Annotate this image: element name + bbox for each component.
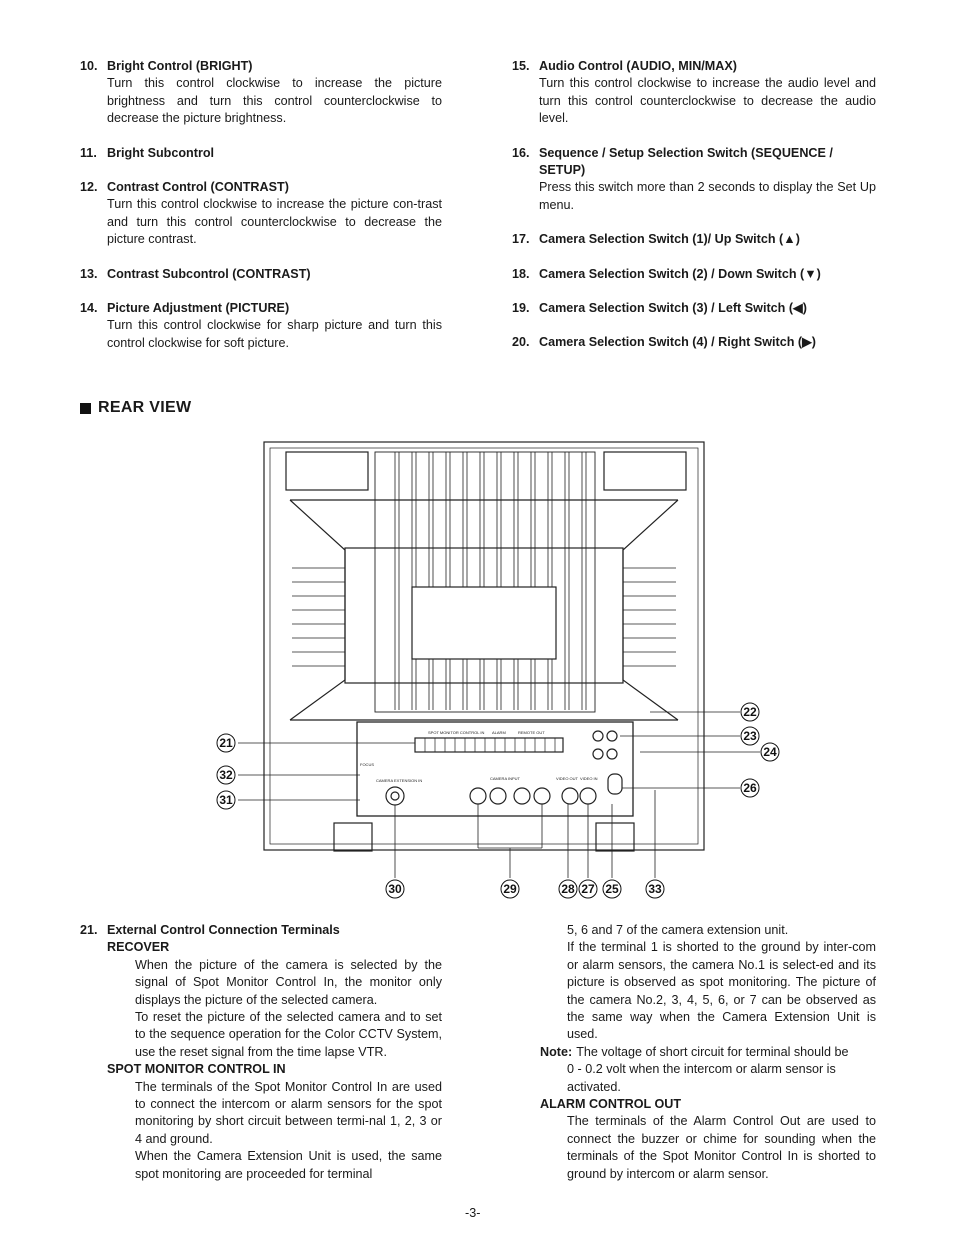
item-number: 20. <box>512 335 530 350</box>
note-body: 0 - 0.2 volt when the intercom or alarm sensor is activated. <box>567 1062 836 1094</box>
item-12 <box>80 179 442 249</box>
callout-32: 32 <box>219 768 233 782</box>
callout-33: 33 <box>648 882 662 896</box>
callout-23: 23 <box>743 729 757 743</box>
recover-body-2: To reset the picture of the selected camera and to set to the sequence operation for the Color CCTV System, use the reset signal from the time lapse VTR. <box>135 1010 442 1059</box>
callout-26: 26 <box>743 781 757 795</box>
note <box>540 1044 876 1061</box>
item-number: 12. <box>80 180 98 195</box>
item-number: 13. <box>80 266 98 281</box>
item-title: Camera Selection Switch (1)/ Up Switch (▲) <box>539 232 800 247</box>
item-body: Turn this control clockwise to increase the audio level and turn this control counterclockwise to decrease the audio level. <box>539 76 876 126</box>
callout-21: 21 <box>219 736 233 750</box>
video-out-label: VIDEO OUT <box>556 776 579 781</box>
right-foot <box>596 823 634 851</box>
item-title: Contrast Subcontrol (CONTRAST) <box>107 266 311 281</box>
item-number: 10. <box>80 59 98 73</box>
callout-28: 28 <box>561 882 575 896</box>
left-handle <box>286 452 368 490</box>
left-column <box>80 58 442 369</box>
note-first-line: The voltage of short circuit for terminal should be <box>576 1044 849 1059</box>
item-11 <box>80 145 442 162</box>
item-20 <box>512 334 876 351</box>
callout-30: 30 <box>388 882 402 896</box>
recover-heading: RECOVER <box>107 940 170 955</box>
item-number: 19. <box>512 301 530 316</box>
page-number: -3- <box>465 1206 481 1220</box>
callout-27: 27 <box>581 882 595 896</box>
item-title: Sequence / Setup Selection Switch (SEQUENCE / SETUP) <box>539 145 833 178</box>
item-15 <box>512 58 876 128</box>
item-number: 16. <box>512 145 530 160</box>
spot-monitor-label: SPOT MONITOR CONTROL IN <box>428 730 485 735</box>
note-label: Note: <box>540 1044 573 1059</box>
item-title: Camera Selection Switch (3) / Left Switch (◀) <box>539 301 807 316</box>
item-16 <box>512 145 876 215</box>
item-17 <box>512 231 876 248</box>
camera-extension-connector <box>386 787 404 805</box>
bnc-connector <box>470 788 486 804</box>
callout-31: 31 <box>219 793 233 807</box>
camera-input-label: CAMERA INPUT <box>490 776 521 781</box>
item-title: External Control Connection Terminals <box>107 923 340 937</box>
item-title: Bright Subcontrol <box>107 145 215 160</box>
focus-label: FOCUS <box>360 762 374 767</box>
item-title: Picture Adjustment (PICTURE) <box>107 301 290 316</box>
item-10 <box>80 58 442 128</box>
left-foot <box>334 823 372 851</box>
video-in-label: VIDEO IN <box>580 776 598 781</box>
connector-panel <box>357 722 633 816</box>
camera-extension-label: CAMERA EXTENSION IN <box>376 778 423 783</box>
item-number: 18. <box>512 266 530 281</box>
right-column <box>512 58 876 369</box>
callout-24: 24 <box>763 745 777 759</box>
spot-monitor-heading: SPOT MONITOR CONTROL IN <box>107 1062 286 1077</box>
item-14 <box>80 300 442 352</box>
right-handle <box>604 452 686 490</box>
item-number: 11. <box>80 145 97 160</box>
section-title <box>80 399 191 417</box>
item-body: Turn this control clockwise to increase the picture con-trast and turn this control counterclockwise to decrease the picture contrast. <box>107 197 442 247</box>
item-number: 14. <box>80 301 98 316</box>
item-body: Turn this control clockwise to increase the picture brightness and turn this control counterclockwise to decrease the picture brightness. <box>107 76 442 126</box>
callout-22: 22 <box>743 705 757 719</box>
alarm-control-heading: ALARM CONTROL OUT <box>540 1097 682 1112</box>
terminal-strip <box>415 738 563 752</box>
item-title: Camera Selection Switch (4) / Right Switch (▶) <box>539 335 816 350</box>
recover-body-1: When the picture of the camera is selected by the signal of Spot Monitor Control In, the monitor only displays the picture of the selected camera. <box>135 957 442 1007</box>
vent-slats <box>395 452 586 710</box>
callout-29: 29 <box>503 882 517 896</box>
bullet-square-icon <box>80 403 91 414</box>
continued-text-1: 5, 6 and 7 of the camera extension unit. <box>567 923 789 937</box>
spot-monitor-body-1: The terminals of the Spot Monitor Control In are used to connect the intercom or alarm sensors for the spot monitoring by short circuit between termi-nal 1, 2, 3 or 4 and ground. <box>135 1079 442 1146</box>
item-title: Camera Selection Switch (2) / Down Switch (▼) <box>539 266 821 281</box>
callout-25: 25 <box>605 882 619 896</box>
section-21 <box>80 922 442 1183</box>
termination-switch <box>608 774 622 794</box>
item-19 <box>512 300 876 317</box>
spot-monitor-body-2: When the Camera Extension Unit is used, the same spot monitoring are proceeded for terminal <box>135 1149 442 1181</box>
item-number: 21. <box>80 923 98 937</box>
rear-view-diagram <box>200 430 800 910</box>
item-18 <box>512 266 876 283</box>
item-title: Contrast Control (CONTRAST) <box>107 180 289 195</box>
item-body: Turn this control clockwise for sharp picture and turn this control clockwise for soft picture. <box>107 318 442 350</box>
alarm-control-body: The terminals of the Alarm Control Out are used to connect the buzzer or chime for sounding when the terminals of the Spot Monitor Control In is shorted to ground by intercom or alarm sensor. <box>567 1114 876 1181</box>
section-21-continued <box>540 922 876 1183</box>
remote-out-label: REMOTE OUT <box>518 730 545 735</box>
item-number: 15. <box>512 59 530 73</box>
item-title: Audio Control (AUDIO, MIN/MAX) <box>539 59 737 73</box>
label-plate <box>412 587 556 659</box>
continued-text-2: If the terminal 1 is shorted to the ground by inter-com or alarm sensors, the camera No.1 is select-ed and its picture is observed as spot monitoring. The picture of the camera No.2, 3, 4, 5, 6, or 7 can be observed as the same way when the Camera Extension Unit is used. <box>567 940 876 1042</box>
alarm-label: ALARM <box>492 730 506 735</box>
section-title-text: REAR VIEW <box>98 399 192 416</box>
item-13 <box>80 266 442 283</box>
item-title: Bright Control (BRIGHT) <box>107 59 253 73</box>
item-body: Press this switch more than 2 seconds to display the Set Up menu. <box>539 180 876 212</box>
item-number: 17. <box>512 232 530 247</box>
